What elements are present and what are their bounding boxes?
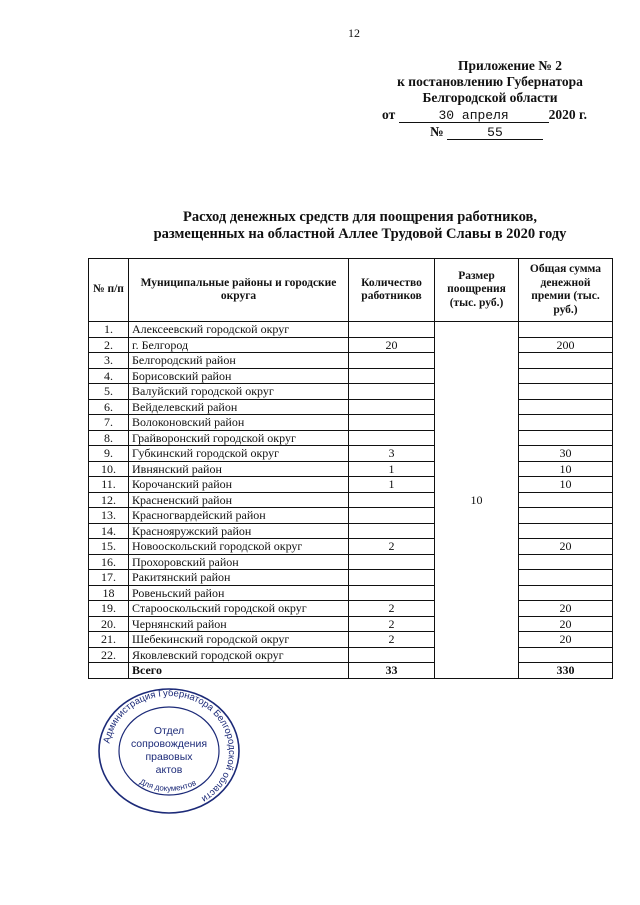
table-row (89, 554, 613, 570)
stamp-line-2: сопровождения (130, 738, 208, 750)
header-count: Количество работников (349, 259, 435, 322)
row-number: 9. (89, 446, 129, 462)
table-row (89, 492, 613, 508)
date-prefix: от (382, 107, 396, 122)
document-title (100, 209, 620, 243)
row-total-sum (519, 430, 613, 446)
stamp-line-4: актов (155, 764, 183, 776)
row-municipality: Прохоровский район (129, 554, 349, 570)
total-label: Всего (129, 663, 349, 679)
page-number: 12 (348, 26, 360, 40)
table-row (89, 368, 613, 384)
row-worker-count: 1 (349, 477, 435, 493)
table-row (89, 461, 613, 477)
table-row (89, 601, 613, 617)
row-municipality: Грайворонский городской округ (129, 430, 349, 446)
table-row (89, 632, 613, 648)
header-size: Размер поощрения (тыс. руб.) (435, 259, 519, 322)
table-header-row (89, 259, 613, 322)
row-total-sum: 20 (519, 601, 613, 617)
row-municipality: Старооскольский городской округ (129, 601, 349, 617)
appendix-header (360, 58, 620, 106)
row-total-sum: 20 (519, 539, 613, 555)
row-total-sum (519, 585, 613, 601)
stamp-ring-text: Администрация Губернатора Белгородской области (101, 687, 238, 805)
row-municipality: Алексеевский городской округ (129, 322, 349, 338)
row-municipality: Губкинский городской округ (129, 446, 349, 462)
reward-table (88, 258, 613, 679)
row-number: 11. (89, 477, 129, 493)
header-name: Муниципальные районы и городские округа (129, 259, 349, 322)
row-municipality: Яковлевский городской округ (129, 647, 349, 663)
table-row (89, 322, 613, 338)
row-municipality: г. Белгород (129, 337, 349, 353)
row-total-sum (519, 508, 613, 524)
row-number: 5. (89, 384, 129, 400)
table-row (89, 585, 613, 601)
decree-number-value: 55 (447, 126, 543, 140)
row-municipality: Красненский район (129, 492, 349, 508)
date-suffix: 2020 г. (548, 107, 587, 122)
row-worker-count (349, 647, 435, 663)
official-stamp (94, 686, 244, 816)
row-worker-count (349, 554, 435, 570)
row-number: 6. (89, 399, 129, 415)
row-number: 2. (89, 337, 129, 353)
row-total-sum (519, 554, 613, 570)
row-total-sum: 30 (519, 446, 613, 462)
row-total-sum (519, 523, 613, 539)
title-line-1: Расход денежных средств для поощрения работников, (182, 209, 538, 225)
table-row (89, 616, 613, 632)
total-count: 33 (349, 663, 435, 679)
row-number: 10. (89, 461, 129, 477)
row-municipality: Волоконовский район (129, 415, 349, 431)
row-number: 4. (89, 368, 129, 384)
row-municipality: Вейделевский район (129, 399, 349, 415)
row-total-sum (519, 384, 613, 400)
total-row (89, 663, 613, 679)
row-municipality: Корочанский район (129, 477, 349, 493)
header-total: Общая сумма денежной премии (тыс. руб.) (519, 259, 613, 322)
title-line-2: размещенных на областной Аллее Трудовой Славы в 2020 году (153, 226, 567, 242)
row-number: 17. (89, 570, 129, 586)
row-municipality: Валуйский городской округ (129, 384, 349, 400)
decree-date-line (382, 107, 587, 123)
row-worker-count (349, 523, 435, 539)
row-worker-count (349, 368, 435, 384)
stamp-line-1: Отдел (153, 725, 185, 737)
stamp-line-3: правовых (145, 751, 193, 763)
row-municipality: Красногвардейский район (129, 508, 349, 524)
row-total-sum (519, 492, 613, 508)
table-row (89, 539, 613, 555)
row-worker-count (349, 492, 435, 508)
row-number: 13. (89, 508, 129, 524)
table-row (89, 508, 613, 524)
table-row (89, 570, 613, 586)
row-number: 15. (89, 539, 129, 555)
row-total-sum: 200 (519, 337, 613, 353)
table-row (89, 415, 613, 431)
total-num-cell (89, 663, 129, 679)
row-number: 12. (89, 492, 129, 508)
row-total-sum (519, 570, 613, 586)
row-total-sum: 20 (519, 632, 613, 648)
appendix-decree: к постановлению Губернатора (397, 74, 583, 89)
row-total-sum (519, 322, 613, 338)
row-total-sum (519, 368, 613, 384)
row-worker-count (349, 570, 435, 586)
row-worker-count (349, 399, 435, 415)
row-municipality: Ивнянский район (129, 461, 349, 477)
decree-date-value: 30 апреля (399, 109, 549, 123)
table-row (89, 430, 613, 446)
row-worker-count: 2 (349, 616, 435, 632)
row-worker-count: 20 (349, 337, 435, 353)
row-total-sum (519, 415, 613, 431)
row-worker-count (349, 585, 435, 601)
row-number: 7. (89, 415, 129, 431)
row-number: 16. (89, 554, 129, 570)
row-number: 20. (89, 616, 129, 632)
row-total-sum (519, 353, 613, 369)
row-total-sum: 10 (519, 477, 613, 493)
appendix-region: Белгородской области (422, 90, 558, 105)
reward-size-cell: 10 (435, 322, 519, 679)
table-row (89, 399, 613, 415)
row-number: 19. (89, 601, 129, 617)
row-worker-count: 3 (349, 446, 435, 462)
appendix-title: Приложение № 2 (458, 58, 562, 73)
table-row (89, 446, 613, 462)
row-municipality: Ровеньский район (129, 585, 349, 601)
row-number: 18 (89, 585, 129, 601)
row-worker-count (349, 322, 435, 338)
row-total-sum (519, 647, 613, 663)
row-total-sum: 10 (519, 461, 613, 477)
row-worker-count (349, 430, 435, 446)
row-municipality: Борисовский район (129, 368, 349, 384)
row-number: 21. (89, 632, 129, 648)
row-number: 1. (89, 322, 129, 338)
table-row (89, 523, 613, 539)
row-municipality: Новооскольский городской округ (129, 539, 349, 555)
row-number: 22. (89, 647, 129, 663)
row-worker-count (349, 353, 435, 369)
header-num: № п/п (89, 259, 129, 322)
table-row (89, 384, 613, 400)
row-worker-count (349, 415, 435, 431)
stamp-bottom-text: Для документов (138, 777, 198, 794)
row-worker-count: 2 (349, 601, 435, 617)
table-row (89, 477, 613, 493)
table-row (89, 337, 613, 353)
row-worker-count: 2 (349, 632, 435, 648)
row-number: 8. (89, 430, 129, 446)
row-municipality: Белгородский район (129, 353, 349, 369)
row-municipality: Шебекинский городской округ (129, 632, 349, 648)
row-total-sum (519, 399, 613, 415)
row-worker-count: 1 (349, 461, 435, 477)
table-row (89, 647, 613, 663)
row-municipality: Чернянский район (129, 616, 349, 632)
decree-number-line (430, 124, 543, 140)
number-prefix: № (430, 124, 444, 139)
row-number: 14. (89, 523, 129, 539)
row-total-sum: 20 (519, 616, 613, 632)
row-worker-count (349, 508, 435, 524)
row-worker-count (349, 384, 435, 400)
table-row (89, 353, 613, 369)
table-body (89, 322, 613, 679)
row-worker-count: 2 (349, 539, 435, 555)
row-municipality: Ракитянский район (129, 570, 349, 586)
row-number: 3. (89, 353, 129, 369)
row-municipality: Краснояружский район (129, 523, 349, 539)
total-sum: 330 (519, 663, 613, 679)
